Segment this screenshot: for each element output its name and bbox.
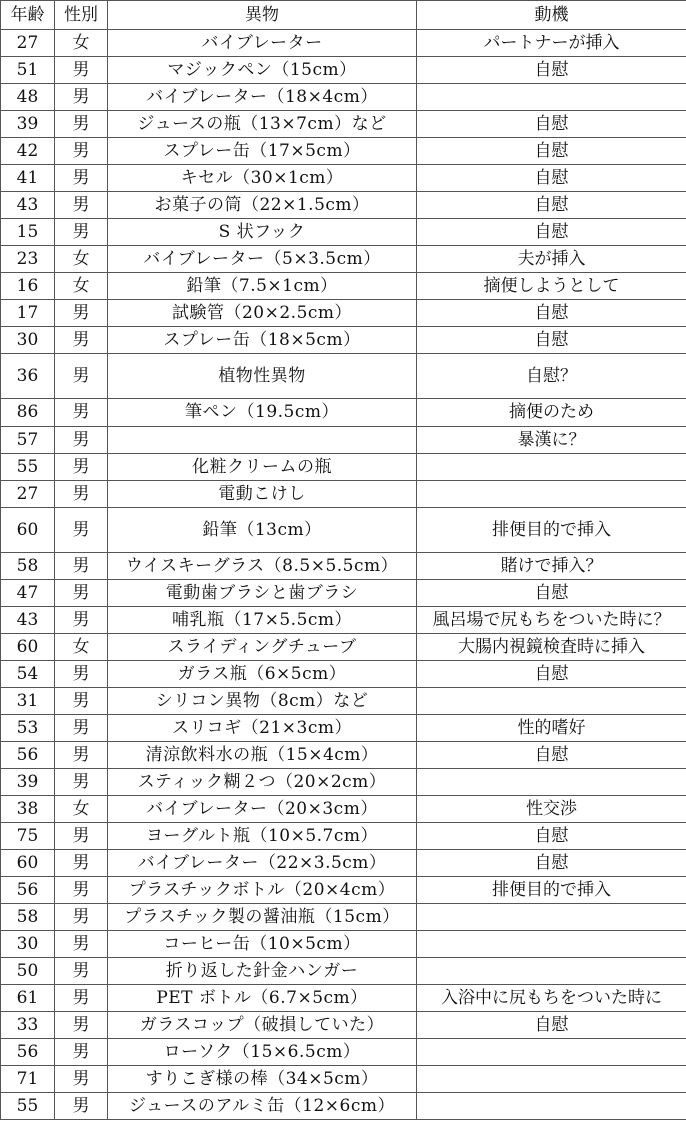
cell-object: プラスチック製の醤油瓶（15cm） <box>108 904 417 931</box>
cell-sex: 女 <box>55 634 108 661</box>
cell-motive <box>417 688 686 715</box>
table-row <box>1 481 686 508</box>
table-row <box>1 742 686 769</box>
cell-object: ローソク（15×6.5cm） <box>108 1039 417 1066</box>
table-row <box>1 553 686 580</box>
cell-motive: 夫が挿入 <box>417 246 686 273</box>
table-row <box>1 931 686 958</box>
cell-sex: 女 <box>55 246 108 273</box>
cell-age: 30 <box>1 931 55 958</box>
cell-motive: 自慰 <box>417 327 686 354</box>
table-row <box>1 985 686 1012</box>
cell-object: お菓子の筒（22×1.5cm） <box>108 192 417 219</box>
table-row <box>1 165 686 192</box>
cell-sex: 男 <box>55 1012 108 1039</box>
cell-sex: 男 <box>55 958 108 985</box>
cell-sex: 男 <box>55 1066 108 1093</box>
cell-age: 61 <box>1 985 55 1012</box>
cell-motive <box>417 454 686 481</box>
cell-motive: 排便目的で挿入 <box>417 877 686 904</box>
cell-motive: 自慰 <box>417 219 686 246</box>
cell-age: 60 <box>1 508 55 553</box>
table-row <box>1 1039 686 1066</box>
table-row <box>1 327 686 354</box>
cell-sex: 男 <box>55 661 108 688</box>
table-row <box>1 1093 686 1120</box>
cell-motive: 摘便のため <box>417 399 686 427</box>
cell-motive: 自慰 <box>417 661 686 688</box>
cell-age: 54 <box>1 661 55 688</box>
cell-sex: 男 <box>55 508 108 553</box>
cell-object: マジックペン（15cm） <box>108 57 417 84</box>
cell-sex: 女 <box>55 30 108 57</box>
cell-age: 27 <box>1 481 55 508</box>
cell-sex: 男 <box>55 399 108 427</box>
cell-motive: 賭けで挿入？ <box>417 553 686 580</box>
cell-object: 化粧クリームの瓶 <box>108 454 417 481</box>
cell-sex: 男 <box>55 688 108 715</box>
cell-age: 15 <box>1 219 55 246</box>
cell-motive <box>417 769 686 796</box>
cell-motive: 入浴中に尻もちをついた時に <box>417 985 686 1012</box>
cell-motive <box>417 931 686 958</box>
cell-age: 48 <box>1 84 55 111</box>
table-row <box>1 958 686 985</box>
cell-motive <box>417 958 686 985</box>
cell-motive: 自慰 <box>417 823 686 850</box>
table-row <box>1 57 686 84</box>
cell-sex: 男 <box>55 823 108 850</box>
cell-sex: 男 <box>55 454 108 481</box>
cell-object: 哺乳瓶（17×5.5cm） <box>108 607 417 634</box>
cell-age: 60 <box>1 850 55 877</box>
cell-object: バイブレーター（18×4cm） <box>108 84 417 111</box>
cell-object: バイブレーター（5×3.5cm） <box>108 246 417 273</box>
cell-object: 折り返した針金ハンガー <box>108 958 417 985</box>
cell-sex: 女 <box>55 796 108 823</box>
cell-age: 75 <box>1 823 55 850</box>
cell-object: スプレー缶（18×5cm） <box>108 327 417 354</box>
cell-object <box>108 427 417 454</box>
cell-motive: 排便目的で挿入 <box>417 508 686 553</box>
cell-motive <box>417 1093 686 1120</box>
cell-motive: 自慰 <box>417 580 686 607</box>
cell-age: 57 <box>1 427 55 454</box>
cell-object: 筆ペン（19.5cm） <box>108 399 417 427</box>
cell-motive <box>417 481 686 508</box>
cell-sex: 男 <box>55 192 108 219</box>
cell-age: 47 <box>1 580 55 607</box>
cell-object: 植物性異物 <box>108 354 417 399</box>
cell-motive <box>417 1039 686 1066</box>
cell-age: 27 <box>1 30 55 57</box>
header-motive: 動機 <box>417 1 686 30</box>
cell-object: 清涼飲料水の瓶（15×4cm） <box>108 742 417 769</box>
cell-age: 51 <box>1 57 55 84</box>
cell-sex: 男 <box>55 985 108 1012</box>
cell-motive: 自慰 <box>417 1012 686 1039</box>
table-row <box>1 1012 686 1039</box>
cell-age: 38 <box>1 796 55 823</box>
cell-age: 30 <box>1 327 55 354</box>
table-row <box>1 634 686 661</box>
cell-object: ジュースの瓶（13×7cm）など <box>108 111 417 138</box>
header-age: 年齢 <box>1 1 55 30</box>
table-body <box>1 30 686 1120</box>
cell-object: スリコギ（21×3cm） <box>108 715 417 742</box>
cell-object: 鉛筆（7.5×1cm） <box>108 273 417 300</box>
header-sex: 性別 <box>55 1 108 30</box>
table-row <box>1 688 686 715</box>
cell-object: S 状フック <box>108 219 417 246</box>
cell-sex: 男 <box>55 580 108 607</box>
table-row <box>1 904 686 931</box>
cell-object: ガラスコップ（破損していた） <box>108 1012 417 1039</box>
cell-sex: 男 <box>55 742 108 769</box>
cell-object: ヨーグルト瓶（10×5.7cm） <box>108 823 417 850</box>
cell-object: コーヒー缶（10×5cm） <box>108 931 417 958</box>
cell-sex: 男 <box>55 327 108 354</box>
cell-age: 42 <box>1 138 55 165</box>
table-row <box>1 850 686 877</box>
table-row <box>1 246 686 273</box>
cell-object: 試験管（20×2.5cm） <box>108 300 417 327</box>
table-row <box>1 84 686 111</box>
cell-motive <box>417 904 686 931</box>
table-row <box>1 192 686 219</box>
cell-motive: 性的嗜好 <box>417 715 686 742</box>
table-row <box>1 111 686 138</box>
table-row <box>1 877 686 904</box>
cell-age: 39 <box>1 769 55 796</box>
table-row <box>1 273 686 300</box>
cell-sex: 男 <box>55 138 108 165</box>
cell-motive: パートナーが挿入 <box>417 30 686 57</box>
cell-age: 58 <box>1 553 55 580</box>
cell-object: キセル（30×1cm） <box>108 165 417 192</box>
table-row <box>1 399 686 427</box>
cell-age: 36 <box>1 354 55 399</box>
table-row <box>1 715 686 742</box>
cell-age: 53 <box>1 715 55 742</box>
cell-motive <box>417 1066 686 1093</box>
header-object: 異物 <box>108 1 417 30</box>
cell-motive: 性交渉 <box>417 796 686 823</box>
cell-age: 43 <box>1 192 55 219</box>
cell-motive: 自慰？ <box>417 354 686 399</box>
cell-object: ウイスキーグラス（8.5×5.5cm） <box>108 553 417 580</box>
cell-motive: 暴漢に？ <box>417 427 686 454</box>
cell-object: 電動こけし <box>108 481 417 508</box>
table-row <box>1 427 686 454</box>
cell-sex: 男 <box>55 1039 108 1066</box>
cell-sex: 男 <box>55 427 108 454</box>
cell-motive: 自慰 <box>417 300 686 327</box>
table-row <box>1 138 686 165</box>
cell-sex: 男 <box>55 850 108 877</box>
cell-object: ジュースのアルミ缶（12×6cm） <box>108 1093 417 1120</box>
cell-motive: 自慰 <box>417 165 686 192</box>
table-row <box>1 30 686 57</box>
cell-age: 39 <box>1 111 55 138</box>
cell-object: バイブレーター（20×3cm） <box>108 796 417 823</box>
cell-motive: 自慰 <box>417 742 686 769</box>
cell-object: スティック糊２つ（20×2cm） <box>108 769 417 796</box>
table-row <box>1 300 686 327</box>
cell-age: 16 <box>1 273 55 300</box>
cell-sex: 男 <box>55 715 108 742</box>
cell-sex: 男 <box>55 877 108 904</box>
cell-age: 56 <box>1 742 55 769</box>
cell-motive: 自慰 <box>417 192 686 219</box>
cell-sex: 男 <box>55 481 108 508</box>
cell-sex: 男 <box>55 84 108 111</box>
cell-object: 鉛筆（13cm） <box>108 508 417 553</box>
table-row <box>1 454 686 481</box>
table-row <box>1 219 686 246</box>
cell-motive: 摘便しようとして <box>417 273 686 300</box>
cell-age: 43 <box>1 607 55 634</box>
cell-motive: 自慰 <box>417 57 686 84</box>
cell-age: 56 <box>1 877 55 904</box>
cell-motive: 風呂場で尻もちをついた時に？ <box>417 607 686 634</box>
table-row <box>1 607 686 634</box>
cell-object: プラスチックボトル（20×4cm） <box>108 877 417 904</box>
cell-object: バイブレーター（22×3.5cm） <box>108 850 417 877</box>
cell-motive: 大腸内視鏡検査時に挿入 <box>417 634 686 661</box>
cell-age: 41 <box>1 165 55 192</box>
cell-age: 17 <box>1 300 55 327</box>
table-row <box>1 796 686 823</box>
cell-object: ガラス瓶（6×5cm） <box>108 661 417 688</box>
cell-age: 33 <box>1 1012 55 1039</box>
table-row <box>1 823 686 850</box>
table-row <box>1 769 686 796</box>
cell-object: すりこぎ様の棒（34×5cm） <box>108 1066 417 1093</box>
cell-object: スプレー缶（17×5cm） <box>108 138 417 165</box>
cell-motive: 自慰 <box>417 138 686 165</box>
table-row <box>1 1066 686 1093</box>
cell-sex: 男 <box>55 607 108 634</box>
cell-age: 31 <box>1 688 55 715</box>
cell-sex: 男 <box>55 165 108 192</box>
cell-sex: 男 <box>55 219 108 246</box>
table-row <box>1 661 686 688</box>
cell-sex: 女 <box>55 273 108 300</box>
cell-age: 56 <box>1 1039 55 1066</box>
table-row <box>1 508 686 553</box>
cell-age: 60 <box>1 634 55 661</box>
cell-sex: 男 <box>55 931 108 958</box>
cell-sex: 男 <box>55 57 108 84</box>
cell-sex: 男 <box>55 904 108 931</box>
table-header-row <box>1 1 686 30</box>
cell-sex: 男 <box>55 553 108 580</box>
cell-motive: 自慰 <box>417 111 686 138</box>
cell-age: 55 <box>1 454 55 481</box>
cell-motive: 自慰 <box>417 850 686 877</box>
cell-object: PET ボトル（6.7×5cm） <box>108 985 417 1012</box>
table-row <box>1 580 686 607</box>
cell-object: 電動歯ブラシと歯ブラシ <box>108 580 417 607</box>
cell-sex: 男 <box>55 1093 108 1120</box>
cell-age: 50 <box>1 958 55 985</box>
cell-motive <box>417 84 686 111</box>
cell-object: バイブレーター <box>108 30 417 57</box>
cell-sex: 男 <box>55 111 108 138</box>
table-row <box>1 354 686 399</box>
cell-age: 23 <box>1 246 55 273</box>
cell-sex: 男 <box>55 769 108 796</box>
cell-age: 71 <box>1 1066 55 1093</box>
cell-age: 58 <box>1 904 55 931</box>
cell-object: スライディングチューブ <box>108 634 417 661</box>
cell-object: シリコン異物（8cm）など <box>108 688 417 715</box>
cell-sex: 男 <box>55 354 108 399</box>
cell-sex: 男 <box>55 300 108 327</box>
cell-age: 86 <box>1 399 55 427</box>
cell-age: 55 <box>1 1093 55 1120</box>
